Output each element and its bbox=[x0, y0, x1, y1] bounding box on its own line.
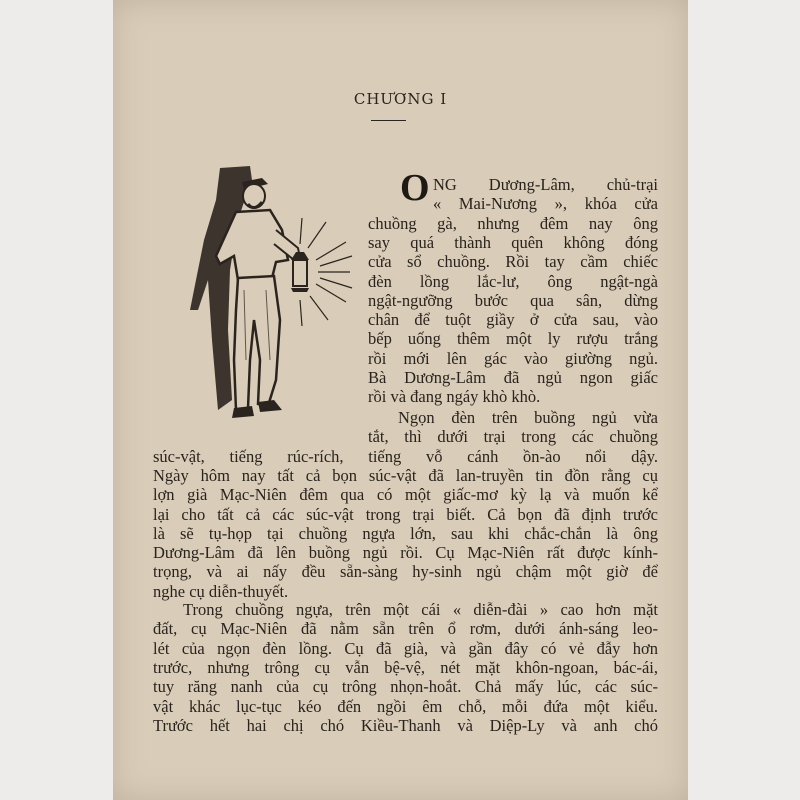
text-line: lét của ngọn đèn lồng. Cụ đã già, và gần đây có vẻ đẫy hơn bbox=[153, 638, 658, 658]
text-line: Ngọn đèn trên buồng ngủ vừa bbox=[398, 408, 658, 427]
text-line: lại cho tất cả các súc-vật trong trại biết. Cả bọn đã định trước bbox=[153, 504, 658, 524]
text-line: NG Dương-Lâm, chủ-trại bbox=[433, 175, 658, 194]
farmer-with-lantern-illustration bbox=[158, 160, 358, 430]
text-line: nghe cụ diễn-thuyết. bbox=[153, 581, 289, 601]
text-line: « Mai-Nương », khóa cửa bbox=[433, 194, 658, 214]
text-line: Ngày hôm nay tất cả bọn súc-vật đã lan-truyền tin đồn rằng cụ bbox=[153, 465, 658, 485]
text-line: tắt, thì dưới trại trong các chuồng bbox=[368, 427, 658, 447]
text-line: vật khác lục-tục kéo đến ngồi êm chỗ, mỗi đứa một kiểu. bbox=[153, 696, 658, 716]
text-line: ngật-ngưỡng bước qua sân, dừng bbox=[368, 290, 658, 310]
text-line: súc-vật, tiếng rúc-rích, tiếng vỗ cánh ồn-ào nổi dậy. bbox=[153, 446, 658, 466]
text-line: trọng, và ai nấy đều sẵn-sàng hy-sinh ngủ chậm một giờ để bbox=[153, 562, 658, 582]
book-page bbox=[113, 0, 688, 800]
text-line: Trước hết hai chị chó Kiều-Thanh và Diệp-Ly và anh chó bbox=[153, 715, 658, 735]
text-line: đất, cụ Mạc-Niên đã nằm sẵn trên ổ rơm, dưới ánh-sáng leo- bbox=[153, 619, 658, 639]
text-line: trước, nhưng trông cụ vẫn bệ-vệ, nét mặt khôn-ngoan, bác-ái, bbox=[153, 657, 658, 677]
chapter-title: CHƯƠNG I bbox=[353, 90, 448, 108]
text-line: bếp uống thêm một ly rượu trắng bbox=[368, 329, 658, 349]
text-line: tuy răng nanh của cụ trông nhọn-hoắt. Chả mấy lúc, các súc- bbox=[153, 677, 658, 697]
text-line: lợn già Mạc-Niên đêm qua có một giấc-mơ kỳ lạ và muốn kể bbox=[153, 485, 658, 505]
drop-cap: O bbox=[400, 167, 430, 209]
chapter-divider bbox=[371, 120, 406, 121]
text-line: say quá thành quên không đóng bbox=[368, 232, 658, 252]
text-line: Trong chuồng ngựa, trên một cái « diễn-đài » cao hơn mặt bbox=[183, 600, 658, 619]
text-line: Dương-Lâm đã lên buồng ngủ rồi. Cụ Mạc-Niên rất được kính- bbox=[153, 543, 658, 563]
text-line: chân để tuột giầy ở cửa sau, vào bbox=[368, 310, 658, 330]
text-line: cửa sổ chuồng. Rồi tay cầm chiếc bbox=[368, 252, 658, 272]
text-line: rồi mới lên gác vào giường ngủ. bbox=[368, 348, 658, 368]
text-line: là sẽ tụ-họp tại chuồng ngựa lớn, sau khi chắc-chắn là ông bbox=[153, 523, 658, 543]
text-line: chuồng gà, nhưng đêm nay ông bbox=[368, 213, 658, 233]
text-line: đèn lồng lắc-lư, ông ngật-ngà bbox=[368, 271, 658, 291]
text-line: rồi và đang ngáy khò khò. bbox=[368, 387, 541, 407]
text-line: Bà Dương-Lâm đã ngủ ngon giấc bbox=[368, 368, 658, 387]
